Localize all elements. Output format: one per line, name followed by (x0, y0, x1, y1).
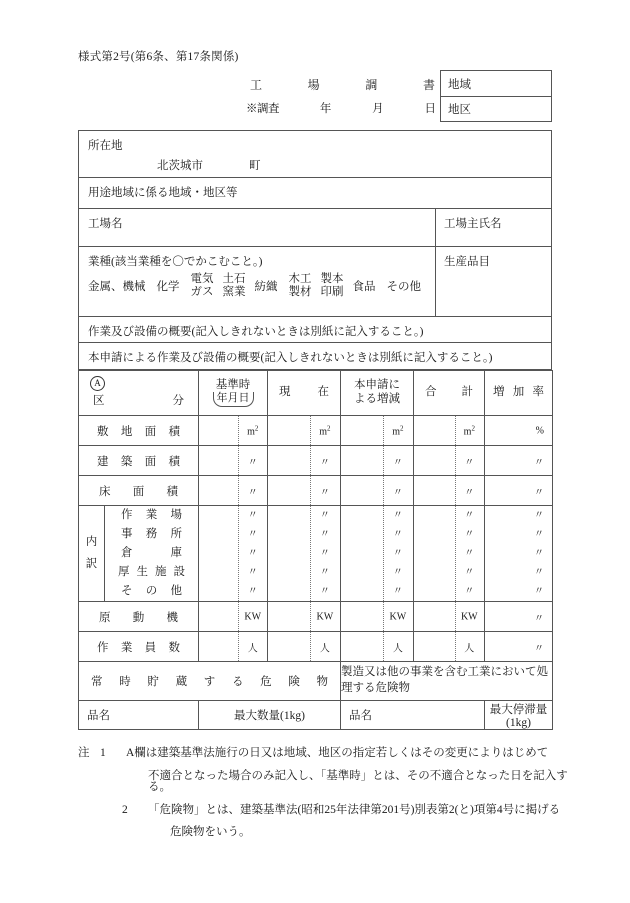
use-zone-box[interactable] (78, 178, 552, 209)
note-2-line-1: 「危険物」とは、建築基準法(昭和25年法律第201号)別表第2(と)項第4号に掲げる (148, 803, 561, 816)
survey-label: ※調査 (246, 103, 279, 115)
notes-section (78, 748, 578, 850)
unit-ditto: 〃 (464, 457, 475, 468)
unit-ditto: 〃 (247, 567, 258, 578)
workers-base[interactable] (199, 632, 268, 662)
label-char: 築 (120, 455, 133, 468)
survey-year-field[interactable]: 年 (319, 103, 332, 115)
label-char: 積 (168, 455, 180, 468)
category-char-2: 分 (172, 395, 184, 407)
present-char-1: 現 (279, 386, 291, 399)
factory-name-label: 工場名 (88, 218, 123, 230)
industry-options[interactable] (88, 273, 432, 299)
table-row (79, 446, 553, 476)
unit-kw: KW (244, 611, 262, 622)
unit-ditto: 〃 (392, 457, 403, 468)
note-body-1 (126, 748, 578, 794)
header-change-by-application (341, 371, 414, 416)
title-char-2: 場 (307, 78, 320, 92)
label-char: 積 (168, 425, 180, 438)
header-base-time (199, 371, 268, 416)
unit-kw: KW (460, 611, 478, 622)
unit-ditto: 〃 (247, 548, 258, 559)
use-zone-label: 用途地域に係る地域・地区等 (88, 187, 238, 199)
workers-total[interactable] (414, 632, 485, 662)
unit-ditto: 〃 (319, 510, 330, 521)
breakdown-total-values[interactable] (414, 506, 485, 602)
survey-date-line (246, 100, 436, 116)
building-area-base[interactable] (199, 446, 268, 476)
industry-gas: ガス (190, 285, 214, 298)
form-number: 様式第2号(第6条、第17条関係) (78, 51, 239, 63)
unit-ditto: 〃 (247, 586, 258, 597)
floor-area-total[interactable] (414, 476, 485, 506)
present-char-2: 在 (317, 386, 329, 399)
label-char: 積 (166, 485, 178, 498)
label-char: 機 (166, 611, 178, 624)
industry-option-food[interactable]: 食品 (352, 280, 376, 293)
industry-ceramic: 窯業 (222, 285, 246, 298)
floor-area-rate[interactable] (485, 476, 553, 506)
unit-ditto: 〃 (534, 457, 544, 468)
unit-ditto: 〃 (319, 567, 330, 578)
building-area-present[interactable] (268, 446, 341, 476)
breakdown-rate-values[interactable] (485, 506, 553, 602)
unit-ditto: 〃 (319, 487, 330, 498)
rate-char-1: 増 (493, 386, 505, 399)
motor-total[interactable] (414, 602, 485, 632)
breakdown-base-values[interactable] (199, 506, 268, 602)
note-1-line-1: A欄は建築基準法施行の日又は地域、地区の指定若しくはその変更によりはじめて (126, 747, 549, 759)
label-char: 作 (121, 509, 133, 521)
floor-area-present[interactable] (268, 476, 341, 506)
industry-stone: 土石 (222, 273, 246, 285)
area-district-box (440, 70, 552, 122)
notes-tag: 注 (78, 747, 90, 759)
industry-option-chemical[interactable]: 化学 (156, 280, 180, 293)
table-header-row (79, 371, 553, 416)
notes-tag-spacer (78, 805, 100, 839)
cell-divider (435, 209, 436, 246)
label-char: 面 (132, 485, 145, 498)
building-area-change[interactable] (341, 446, 414, 476)
unit-ditto: 〃 (534, 548, 544, 559)
floor-area-base[interactable] (199, 476, 268, 506)
industry-option-textile[interactable]: 紡織 (254, 280, 278, 293)
form-title (250, 76, 435, 93)
sub-label-warehouse (105, 544, 198, 563)
row-label-workers (79, 632, 199, 662)
breakdown-char-2: 訳 (85, 557, 98, 570)
max-quantity-cell[interactable] (199, 701, 341, 730)
survey-month-field[interactable]: 月 (372, 103, 384, 115)
unit-ditto: 〃 (247, 529, 258, 540)
site-area-present[interactable] (268, 416, 341, 446)
industry-option-electric-gas[interactable] (191, 273, 214, 299)
unit-ditto: 〃 (319, 586, 330, 597)
label-char: 危 (260, 676, 272, 688)
industry-option-stone-ceramic[interactable] (223, 273, 246, 299)
note-2-line-2: 危険物をいう。 (170, 826, 251, 838)
unit-ditto: 〃 (392, 548, 403, 559)
industry-printing: 印刷 (320, 285, 344, 298)
unit-ditto: 〃 (392, 529, 403, 540)
unit-ditto: 〃 (319, 548, 330, 559)
label-char: 物 (316, 676, 328, 688)
label-char: す (203, 676, 216, 688)
area-row[interactable] (441, 71, 551, 96)
unit-percent: % (535, 425, 544, 436)
label-char: 場 (170, 509, 182, 521)
header-category (79, 371, 199, 416)
unit-ditto: 〃 (392, 487, 403, 498)
industry-option-woodwork-lumber[interactable] (289, 273, 312, 299)
unit-ditto: 〃 (534, 643, 544, 654)
header-increase-rate (485, 371, 553, 416)
breakdown-char-1: 内 (85, 535, 98, 548)
row-label-motor (79, 602, 199, 632)
factory-owner-label: 工場主氏名 (444, 218, 502, 230)
total-char-2: 計 (461, 386, 473, 399)
row-label-building-area (79, 446, 199, 476)
unit-m2: $m^2$ (319, 423, 331, 438)
site-area-base[interactable] (199, 416, 268, 446)
processed-line-1: 製造又は他の事業を含む工業において処 (341, 666, 548, 679)
note-number-1: 1 (100, 747, 106, 759)
label-char: 貯 (147, 676, 159, 688)
unit-ditto: 〃 (534, 613, 544, 624)
label-char: 面 (144, 455, 157, 468)
area-label: 地域 (448, 78, 471, 91)
category-char-1: 区 (93, 395, 105, 407)
floor-area-change[interactable] (341, 476, 414, 506)
label-char: 原 (99, 611, 111, 624)
unit-ditto: 〃 (247, 487, 258, 498)
item-name-label-1: 品名 (87, 710, 110, 722)
table-row (79, 602, 553, 632)
label-char: 床 (99, 485, 111, 498)
unit-person: 人 (319, 643, 330, 654)
max-quantity-label: 最大数量(1kg) (234, 710, 305, 722)
label-char: の (145, 585, 158, 597)
label-char: 務 (145, 528, 158, 540)
label-char: 数 (168, 641, 180, 654)
label-char: 敷 (97, 425, 109, 438)
factory-name-box[interactable] (78, 209, 552, 247)
change-line-1: 本申請に (354, 379, 400, 392)
label-char: 業 (145, 509, 158, 521)
label-char: 業 (120, 641, 133, 654)
district-label: 地区 (448, 104, 471, 116)
unit-ditto: 〃 (464, 548, 475, 559)
hazard-processed-label (341, 662, 553, 701)
motor-present[interactable] (268, 602, 341, 632)
unit-ditto: 〃 (534, 529, 544, 540)
building-area-total[interactable] (414, 446, 485, 476)
header-present (268, 371, 341, 416)
location-label: 所在地 (88, 140, 123, 152)
unit-ditto: 〃 (464, 487, 475, 498)
processed-line-2: 理する危険物 (341, 682, 410, 694)
label-char: 蔵 (175, 676, 188, 688)
unit-ditto: 〃 (534, 510, 544, 521)
table-row (79, 416, 553, 446)
table-row (79, 632, 553, 662)
unit-ditto: 〃 (464, 510, 475, 521)
location-city: 北茨城市 (157, 160, 203, 172)
unit-m2: $m^2$ (463, 423, 475, 438)
breakdown-present-values[interactable] (268, 506, 341, 602)
unit-ditto: 〃 (464, 529, 475, 540)
category-label (79, 392, 198, 408)
note-item-2 (78, 805, 578, 839)
unit-ditto: 〃 (247, 510, 258, 521)
industry-electric: 電気 (190, 273, 214, 285)
breakdown-label (79, 506, 105, 602)
label-char: る (231, 676, 244, 688)
main-data-table (78, 370, 553, 730)
item-name-cell-2[interactable] (341, 701, 485, 730)
location-town: 町 (249, 160, 261, 172)
unit-kw: KW (389, 611, 407, 622)
base-time-label: 基準時 (215, 379, 251, 392)
rate-char-2: 加 (512, 386, 525, 399)
label-char: 建 (97, 455, 109, 468)
rate-char-3: 率 (532, 386, 544, 399)
outline-application-box[interactable] (78, 343, 552, 370)
max-stagnation-label: 最大停滞量(1kg) (489, 704, 548, 729)
table-row-bottom (79, 701, 553, 730)
unit-ditto: 〃 (392, 586, 403, 597)
workers-present[interactable] (268, 632, 341, 662)
industry-option-other[interactable]: その他 (386, 280, 421, 293)
building-area-rate[interactable] (485, 446, 553, 476)
unit-ditto: 〃 (392, 567, 403, 578)
header-total (414, 371, 485, 416)
location-value (157, 157, 261, 173)
unit-person: 人 (247, 643, 258, 654)
unit-m2: $m^2$ (392, 423, 404, 438)
workers-change[interactable] (341, 632, 414, 662)
unit-ditto: 〃 (534, 567, 544, 578)
row-label-floor-area (79, 476, 199, 506)
label-char: 作 (97, 641, 109, 654)
label-char: そ (121, 585, 133, 597)
sub-label-welfare-facility (105, 563, 198, 582)
label-char: 常 (91, 676, 103, 688)
label-char: 所 (170, 528, 182, 540)
unit-ditto: 〃 (247, 457, 258, 468)
industry-label: 業種(該当業種を〇でかこむこと。) (88, 256, 263, 268)
industry-option-metal-machine[interactable]: 金属、機械 (88, 280, 146, 293)
label-char: 員 (144, 641, 157, 654)
site-area-change[interactable] (341, 416, 414, 446)
unit-ditto: 〃 (319, 529, 330, 540)
outline-current-box[interactable] (78, 317, 552, 343)
cell-divider (435, 247, 436, 316)
outline-current-label: 作業及び設備の概要(記入しきれないときは別紙に記入すること。) (88, 326, 424, 338)
label-char: 生 (136, 566, 148, 578)
base-time-ymd: 年月日 (213, 392, 254, 407)
breakdown-change-values[interactable] (341, 506, 414, 602)
motor-change[interactable] (341, 602, 414, 632)
district-row[interactable] (441, 96, 551, 121)
sub-label-office (105, 525, 198, 544)
unit-kw: KW (316, 611, 334, 622)
note-1-line-2: 不適合となった場合のみ記入し、「基準時」とは、その不適合となった日を記入する。 (148, 769, 568, 793)
change-line-2: よる増減 (354, 393, 400, 405)
label-char: 動 (132, 611, 145, 624)
motor-rate[interactable] (485, 602, 553, 632)
workers-rate[interactable] (485, 632, 553, 662)
table-row (79, 476, 553, 506)
hazard-stored-label (79, 662, 341, 701)
production-items-label: 生産品目 (444, 256, 490, 268)
unit-person: 人 (464, 643, 475, 654)
unit-ditto: 〃 (464, 586, 475, 597)
label-char: 厚 (118, 566, 130, 578)
site-area-total[interactable] (414, 416, 485, 446)
label-char: 設 (173, 566, 185, 578)
label-char: 時 (119, 676, 131, 688)
title-char-4: 書 (422, 78, 435, 92)
unit-ditto: 〃 (464, 567, 475, 578)
site-area-rate[interactable] (485, 416, 553, 446)
note-body-2 (148, 805, 578, 839)
sub-label-workshop (105, 506, 198, 525)
outline-application-label: 本申請による作業及び設備の概要(記入しきれないときは別紙に記入すること。) (88, 352, 493, 364)
industry-bookbinding: 製本 (320, 273, 344, 285)
motor-base[interactable] (199, 602, 268, 632)
note-item-1 (78, 748, 578, 794)
label-char: 地 (120, 425, 133, 438)
label-char: 険 (288, 676, 300, 688)
unit-m2: $m^2$ (247, 423, 259, 438)
label-char: 他 (170, 585, 182, 597)
industry-woodwork: 木工 (288, 273, 312, 285)
total-char-1: 合 (425, 386, 437, 399)
item-name-label-2: 品名 (349, 710, 372, 722)
table-row-breakdown (79, 506, 553, 602)
title-char-1: 工 (250, 78, 263, 92)
item-name-cell-1[interactable] (79, 701, 199, 730)
unit-ditto: 〃 (392, 510, 403, 521)
circled-a-mark: A (90, 376, 105, 391)
unit-ditto: 〃 (534, 586, 544, 597)
row-label-site-area (79, 416, 199, 446)
unit-person: 人 (392, 643, 403, 654)
industry-box[interactable] (78, 247, 552, 317)
industry-lumber: 製材 (288, 285, 312, 298)
label-char: 施 (155, 566, 167, 578)
location-box[interactable] (78, 130, 552, 178)
breakdown-sub-labels (105, 506, 199, 602)
label-char: 事 (121, 528, 133, 540)
label-char: 庫 (170, 547, 182, 559)
unit-ditto: 〃 (319, 457, 330, 468)
title-char-3: 調 (365, 78, 378, 92)
label-char: 面 (144, 425, 157, 438)
note-number-2: 2 (122, 803, 128, 816)
survey-day-field[interactable]: 日 (424, 103, 436, 115)
table-row-hazard (79, 662, 553, 701)
sub-label-other (105, 582, 198, 601)
label-char: 倉 (121, 547, 133, 559)
industry-option-bookbinding-printing[interactable] (321, 273, 344, 299)
unit-ditto: 〃 (534, 487, 544, 498)
max-stagnation-cell[interactable] (485, 701, 553, 730)
